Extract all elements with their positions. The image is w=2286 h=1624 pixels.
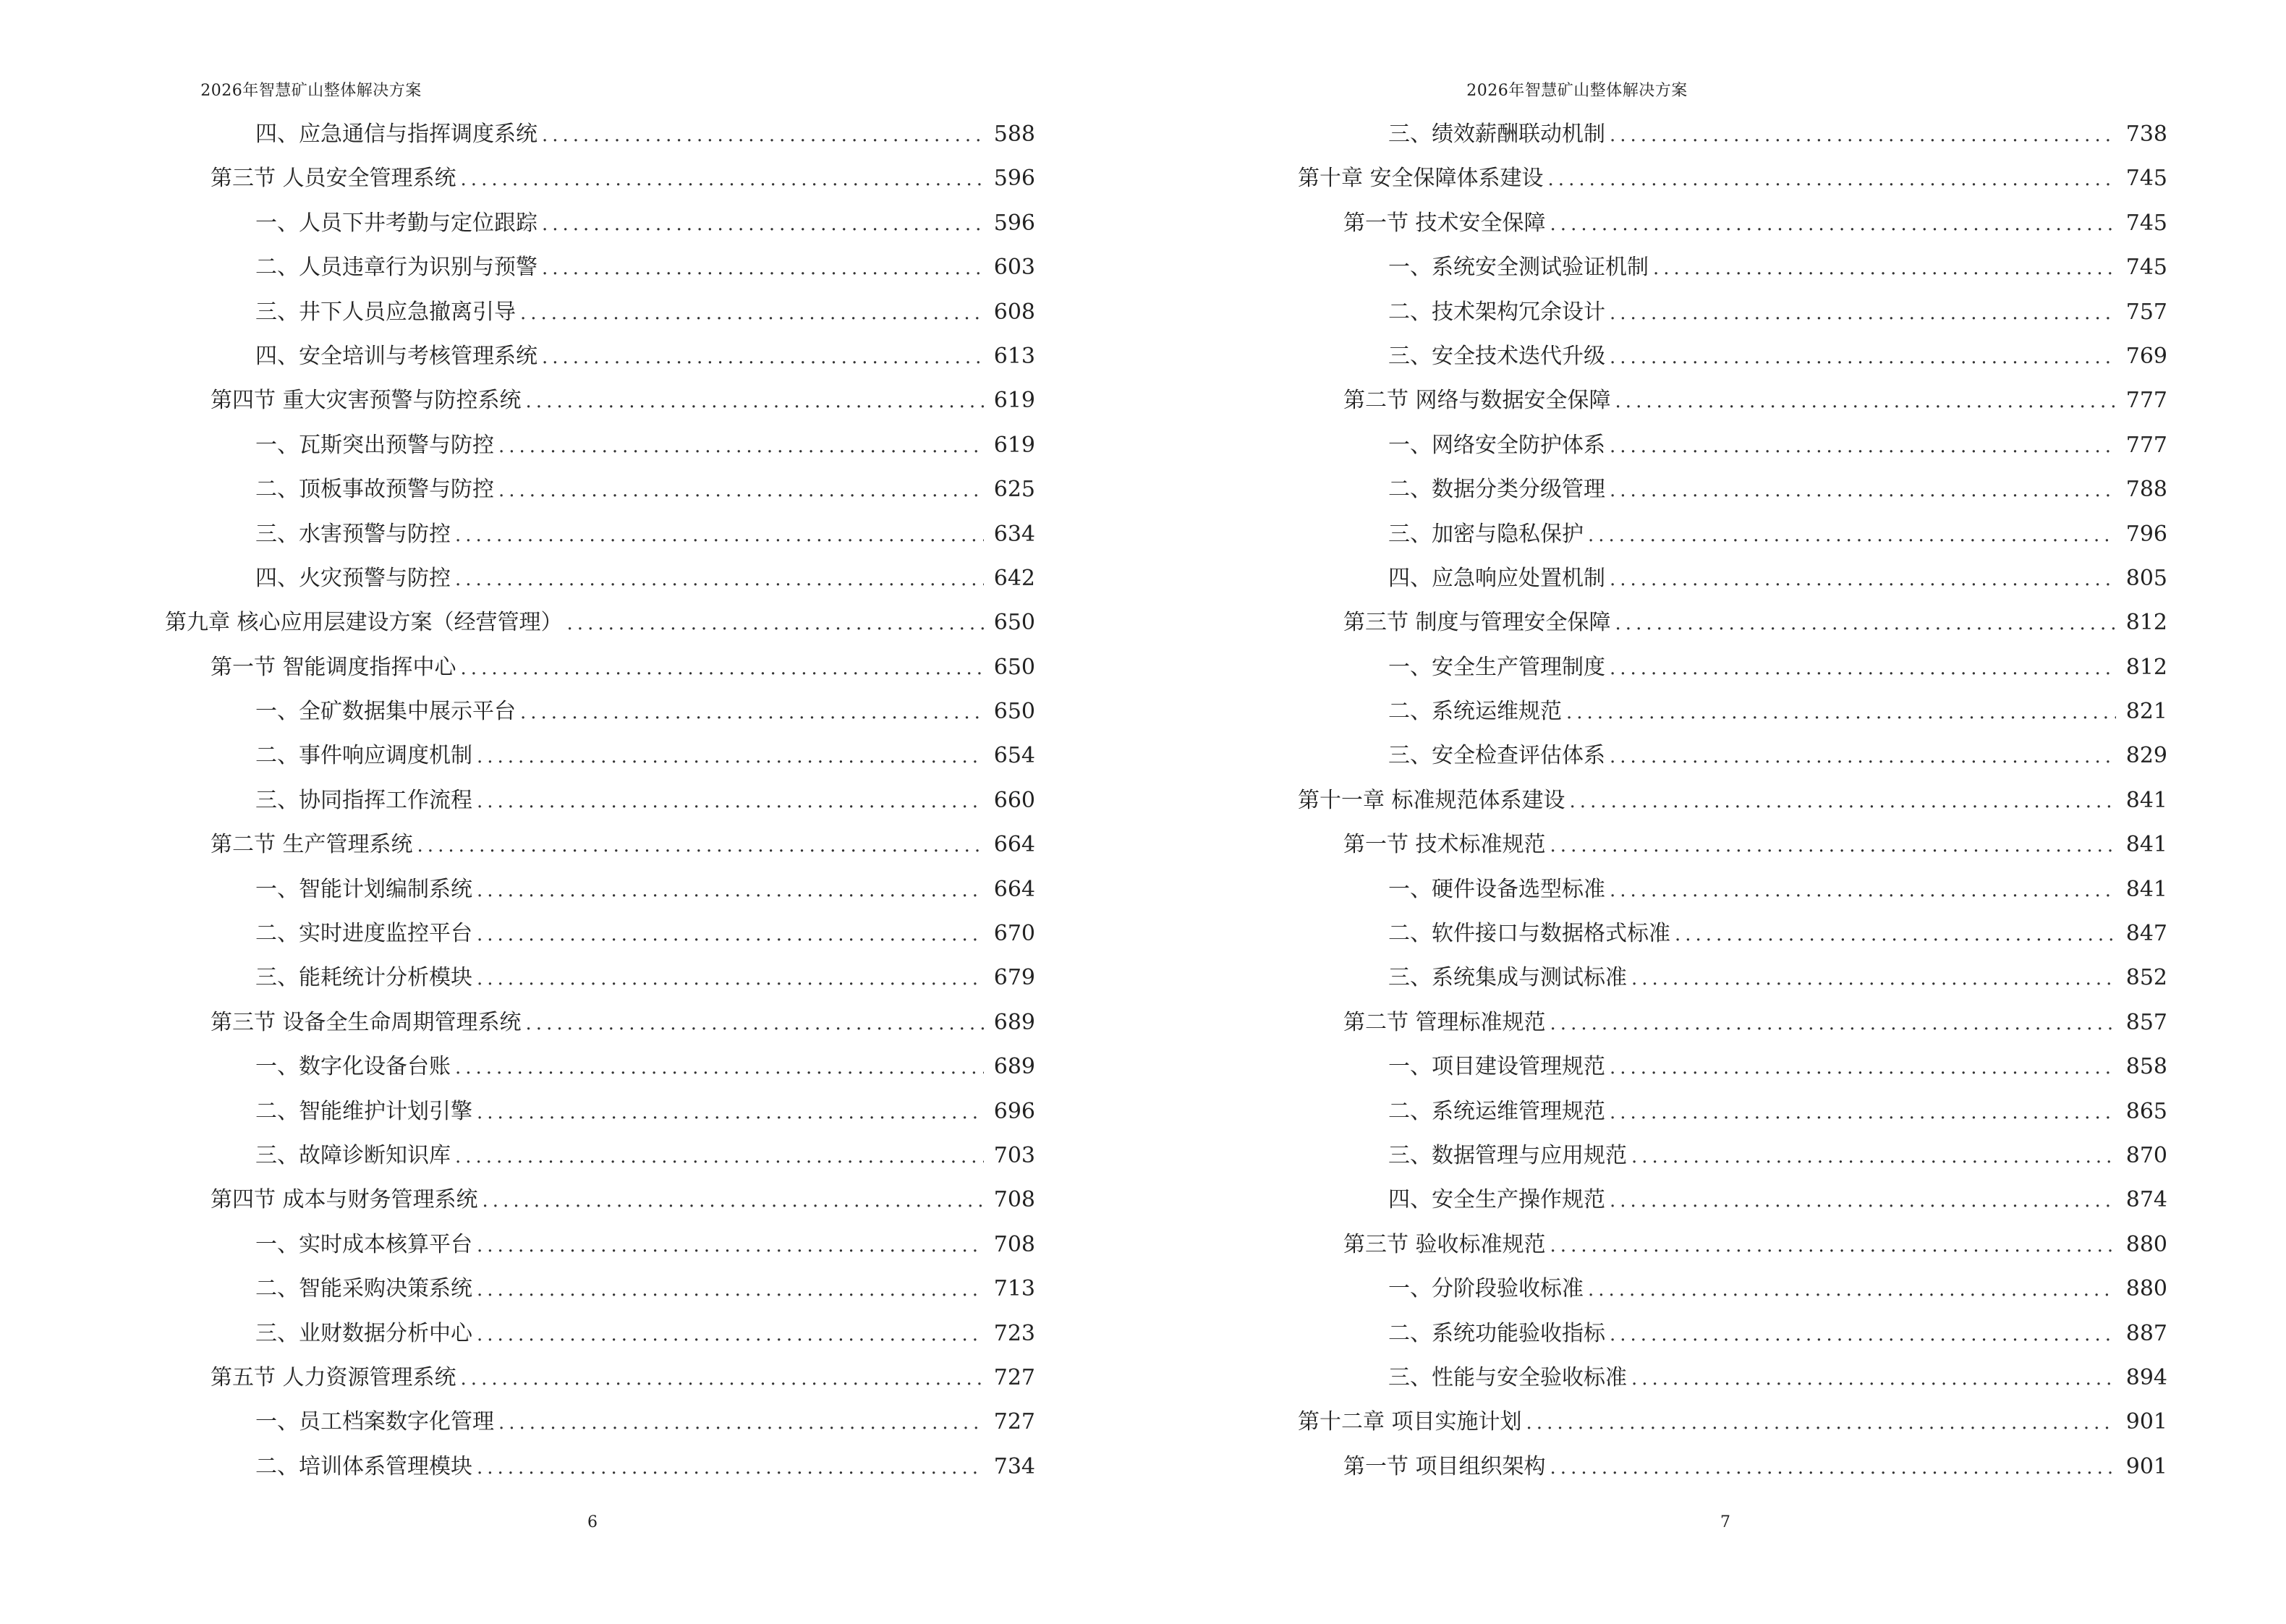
toc-entry-title: 二、系统运维管理规范 — [1388, 1098, 1605, 1124]
toc-entry-title: 一、瓦斯突出预警与防控 — [255, 432, 494, 458]
dot-leader — [542, 247, 984, 291]
toc-entry-title: 四、应急响应处置机制 — [1388, 565, 1605, 591]
toc-entry-page: 670 — [993, 921, 1035, 947]
toc-entry-page: 723 — [993, 1320, 1035, 1346]
toc-entry-title: 第三节 人员安全管理系统 — [211, 166, 456, 192]
toc-entry[interactable] — [165, 201, 1035, 245]
toc-entry-page: 642 — [993, 565, 1035, 591]
toc-entry-title: 四、火灾预警与防控 — [255, 565, 451, 591]
toc-entry[interactable] — [165, 512, 1035, 556]
dot-leader — [1588, 1268, 2116, 1312]
toc-entry[interactable] — [1298, 467, 2167, 511]
dot-leader — [542, 203, 984, 247]
toc-entry[interactable] — [1298, 1267, 2167, 1311]
toc-entry[interactable] — [165, 467, 1035, 511]
toc-entry-page: 650 — [993, 699, 1035, 725]
toc-entry-page: 865 — [2125, 1098, 2167, 1124]
toc-entry[interactable] — [1298, 600, 2167, 645]
toc-entry[interactable] — [165, 1267, 1035, 1311]
toc-entry-title: 第九章 核心应用层建设方案（经营管理） — [165, 610, 563, 636]
toc-entry-title: 二、事件响应调度机制 — [255, 743, 472, 769]
dot-leader — [1610, 735, 2116, 779]
toc-entry-page: 841 — [2125, 832, 2167, 858]
toc-entry-page: 757 — [2125, 299, 2167, 325]
toc-entry[interactable] — [1298, 423, 2167, 467]
toc-entry-title: 三、能耗统计分析模块 — [255, 965, 472, 991]
toc-entry-page: 901 — [2125, 1409, 2167, 1435]
dot-leader — [1610, 1179, 2116, 1223]
toc-entry-title: 四、安全培训与考核管理系统 — [255, 343, 537, 369]
toc-entry-title: 二、技术架构冗余设计 — [1388, 299, 1605, 325]
dot-leader — [477, 1224, 984, 1268]
dot-leader — [526, 380, 984, 424]
dot-leader — [477, 1313, 984, 1357]
toc-list — [165, 112, 1035, 1489]
toc-entry-title: 第五节 人力资源管理系统 — [211, 1364, 456, 1390]
dot-leader — [1610, 114, 2116, 158]
toc-entry-page: 769 — [2125, 343, 2167, 369]
toc-entry[interactable] — [1298, 112, 2167, 156]
toc-entry-page: 596 — [993, 166, 1035, 192]
dot-leader — [477, 735, 984, 779]
toc-entry-page: 738 — [2125, 122, 2167, 147]
dot-leader — [477, 913, 984, 957]
dot-leader — [1570, 780, 2116, 824]
toc-entry[interactable] — [165, 245, 1035, 289]
toc-entry-page: 821 — [2125, 699, 2167, 725]
dot-leader — [1550, 1002, 2116, 1046]
toc-entry[interactable] — [1298, 201, 2167, 245]
toc-entry[interactable] — [1298, 689, 2167, 734]
toc-entry[interactable] — [1298, 512, 2167, 556]
dot-leader — [455, 558, 984, 602]
dot-leader — [1550, 1224, 2116, 1268]
toc-entry-page: 796 — [2125, 521, 2167, 547]
toc-entry-title: 二、人员违章行为识别与预警 — [255, 255, 537, 281]
toc-entry-page: 894 — [2125, 1364, 2167, 1390]
toc-entry-title: 第十二章 项目实施计划 — [1298, 1409, 1522, 1435]
toc-entry[interactable] — [165, 822, 1035, 867]
toc-entry-page: 713 — [993, 1276, 1035, 1302]
dot-leader — [1615, 380, 2116, 424]
dot-leader — [477, 1446, 984, 1490]
toc-entry[interactable] — [1298, 556, 2167, 600]
toc-entry[interactable] — [1298, 290, 2167, 334]
toc-entry[interactable] — [1298, 778, 2167, 822]
dot-leader — [477, 1268, 984, 1312]
dot-leader — [1610, 647, 2116, 691]
toc-entry-title: 第二节 网络与数据安全保障 — [1343, 388, 1611, 414]
toc-entry-title: 第三节 验收标准规范 — [1343, 1231, 1546, 1257]
dot-leader — [1610, 425, 2116, 469]
toc-entry[interactable] — [165, 911, 1035, 956]
dot-leader — [1631, 957, 2116, 1001]
dot-leader — [1610, 1046, 2116, 1090]
toc-entry-title: 一、硬件设备选型标准 — [1388, 876, 1605, 902]
toc-entry[interactable] — [165, 423, 1035, 467]
toc-entry-page: 880 — [2125, 1276, 2167, 1302]
toc-entry[interactable] — [1298, 1000, 2167, 1045]
dot-leader — [498, 469, 984, 513]
toc-entry-page: 619 — [993, 432, 1035, 458]
toc-entry-title: 三、安全检查评估体系 — [1388, 743, 1605, 769]
toc-entry-page: 777 — [2125, 388, 2167, 414]
toc-entry[interactable] — [165, 290, 1035, 334]
dot-leader — [1548, 158, 2116, 202]
toc-entry-page: 689 — [993, 1054, 1035, 1080]
toc-entry-page: 874 — [2125, 1187, 2167, 1213]
toc-entry-page: 858 — [2125, 1054, 2167, 1080]
dot-leader — [1610, 1313, 2116, 1357]
toc-entry[interactable] — [1298, 1134, 2167, 1178]
toc-entry-title: 三、安全技术迭代升级 — [1388, 343, 1605, 369]
toc-entry[interactable] — [1298, 734, 2167, 778]
toc-entry-page: 812 — [2125, 610, 2167, 636]
dot-leader — [1566, 691, 2116, 735]
toc-entry[interactable] — [165, 1000, 1035, 1045]
toc-entry[interactable] — [1298, 1400, 2167, 1444]
toc-entry-title: 第四节 重大灾害预警与防控系统 — [211, 388, 522, 414]
toc-entry[interactable] — [165, 556, 1035, 600]
toc-entry-title: 第一节 技术标准规范 — [1343, 832, 1546, 858]
toc-entry[interactable] — [165, 1356, 1035, 1400]
toc-entry[interactable] — [1298, 334, 2167, 378]
toc-entry-page: 619 — [993, 388, 1035, 414]
toc-entry-page: 603 — [993, 255, 1035, 281]
running-header: 2026年智慧矿山整体解决方案 — [200, 82, 422, 100]
toc-entry-page: 625 — [993, 477, 1035, 503]
toc-entry-page: 734 — [993, 1453, 1035, 1479]
toc-entry-page: 901 — [2125, 1453, 2167, 1479]
toc-entry-page: 650 — [993, 654, 1035, 680]
toc-entry-title: 三、数据管理与应用规范 — [1388, 1142, 1627, 1168]
toc-entry-title: 一、实时成本核算平台 — [255, 1231, 472, 1257]
toc-entry[interactable] — [165, 1045, 1035, 1089]
toc-entry-page: 887 — [2125, 1320, 2167, 1346]
toc-entry-page: 805 — [2125, 565, 2167, 591]
dot-leader — [1653, 247, 2116, 291]
toc-entry-title: 三、井下人员应急撤离引导 — [255, 299, 516, 325]
toc-entry-title: 第一节 智能调度指挥中心 — [211, 654, 456, 680]
toc-entry-title: 第十章 安全保障体系建设 — [1298, 166, 1544, 192]
toc-entry-page: 596 — [993, 210, 1035, 236]
toc-entry-title: 四、安全生产操作规范 — [1388, 1187, 1605, 1213]
toc-entry-title: 三、性能与安全验收标准 — [1388, 1364, 1627, 1390]
dot-leader — [1550, 203, 2116, 247]
toc-entry-title: 第四节 成本与财务管理系统 — [211, 1187, 478, 1213]
page-number: 7 — [1720, 1513, 1730, 1531]
dot-leader — [477, 780, 984, 824]
toc-entry-title: 二、系统运维规范 — [1388, 699, 1562, 725]
toc-entry-title: 一、项目建设管理规范 — [1388, 1054, 1605, 1080]
page-number: 6 — [587, 1513, 598, 1531]
toc-entry-title: 一、人员下井考勤与定位跟踪 — [255, 210, 537, 236]
toc-entry-title: 三、绩效薪酬联动机制 — [1388, 122, 1605, 147]
dot-leader — [1610, 1091, 2116, 1135]
toc-entry-title: 二、实时进度监控平台 — [255, 921, 472, 947]
toc-entry-title: 一、全矿数据集中展示平台 — [255, 699, 516, 725]
toc-entry[interactable] — [165, 1089, 1035, 1134]
toc-entry-title: 二、智能维护计划引擎 — [255, 1098, 472, 1124]
toc-entry-title: 二、智能采购决策系统 — [255, 1276, 472, 1302]
toc-entry-page: 634 — [993, 521, 1035, 547]
dot-leader — [1610, 336, 2116, 380]
toc-entry[interactable] — [1298, 378, 2167, 422]
toc-entry-page: 852 — [2125, 965, 2167, 991]
toc-entry[interactable] — [165, 112, 1035, 156]
toc-entry-page: 650 — [993, 610, 1035, 636]
dot-leader — [1631, 1357, 2116, 1401]
toc-entry-title: 三、业财数据分析中心 — [255, 1320, 472, 1346]
toc-entry-title: 四、应急通信与指挥调度系统 — [255, 122, 537, 147]
toc-entry[interactable] — [1298, 156, 2167, 200]
toc-entry-page: 654 — [993, 743, 1035, 769]
toc-entry-page: 708 — [993, 1187, 1035, 1213]
toc-entry-title: 二、培训体系管理模块 — [255, 1453, 472, 1479]
toc-entry-title: 第三节 制度与管理安全保障 — [1343, 610, 1611, 636]
toc-entry[interactable] — [165, 645, 1035, 689]
dot-leader — [1615, 602, 2116, 646]
toc-entry[interactable] — [165, 1223, 1035, 1267]
toc-entry-title: 一、分阶段验收标准 — [1388, 1276, 1584, 1302]
toc-entry-title: 二、顶板事故预警与防控 — [255, 477, 494, 503]
toc-entry-page: 829 — [2125, 743, 2167, 769]
dot-leader — [477, 957, 984, 1001]
toc-entry-page: 857 — [2125, 1009, 2167, 1035]
toc-entry[interactable] — [165, 1445, 1035, 1489]
toc-entry-page: 788 — [2125, 477, 2167, 503]
toc-entry[interactable] — [1298, 956, 2167, 1000]
toc-entry[interactable] — [165, 1178, 1035, 1222]
toc-entry-page: 703 — [993, 1142, 1035, 1168]
toc-entry-page: 847 — [2125, 921, 2167, 947]
dot-leader — [477, 1091, 984, 1135]
toc-entry-title: 二、软件接口与数据格式标准 — [1388, 921, 1670, 947]
toc-entry-title: 第十一章 标准规范体系建设 — [1298, 787, 1565, 813]
dot-leader — [417, 824, 984, 868]
toc-entry-page: 613 — [993, 343, 1035, 369]
toc-entry-page: 880 — [2125, 1231, 2167, 1257]
right-page — [1143, 0, 2286, 1624]
dot-leader — [1610, 558, 2116, 602]
dot-leader — [455, 1135, 984, 1179]
dot-leader — [461, 647, 984, 691]
dot-leader — [567, 602, 984, 646]
dot-leader — [1550, 824, 2116, 868]
toc-entry[interactable] — [1298, 911, 2167, 956]
toc-entry-page: 812 — [2125, 654, 2167, 680]
dot-leader — [1610, 292, 2116, 336]
dot-leader — [455, 1046, 984, 1090]
toc-entry[interactable] — [165, 600, 1035, 645]
toc-entry-title: 二、数据分类分级管理 — [1388, 477, 1605, 503]
toc-entry[interactable] — [1298, 867, 2167, 911]
dot-leader — [477, 869, 984, 913]
toc-entry[interactable] — [165, 956, 1035, 1000]
toc-entry[interactable] — [1298, 1178, 2167, 1222]
toc-entry[interactable] — [165, 378, 1035, 422]
toc-entry-page: 664 — [993, 832, 1035, 858]
toc-entry-page: 679 — [993, 965, 1035, 991]
dot-leader — [542, 336, 984, 380]
dot-leader — [455, 514, 984, 558]
toc-entry-title: 三、水害预警与防控 — [255, 521, 451, 547]
dot-leader — [1588, 514, 2116, 558]
toc-entry-page: 608 — [993, 299, 1035, 325]
dot-leader — [1526, 1401, 2116, 1445]
toc-entry[interactable] — [165, 1134, 1035, 1178]
toc-list — [1298, 112, 2167, 1489]
toc-entry[interactable] — [1298, 1089, 2167, 1134]
dot-leader — [1675, 913, 2116, 957]
toc-entry-page: 660 — [993, 787, 1035, 813]
toc-entry-page: 745 — [2125, 210, 2167, 236]
toc-entry-title: 一、员工档案数字化管理 — [255, 1409, 494, 1435]
toc-entry[interactable] — [165, 334, 1035, 378]
toc-entry[interactable] — [1298, 645, 2167, 689]
toc-entry-title: 第二节 管理标准规范 — [1343, 1009, 1546, 1035]
toc-entry-page: 727 — [993, 1364, 1035, 1390]
dot-leader — [498, 1401, 984, 1445]
toc-entry-page: 588 — [993, 122, 1035, 147]
toc-entry[interactable] — [1298, 1445, 2167, 1489]
toc-entry-title: 三、协同指挥工作流程 — [255, 787, 472, 813]
toc-entry[interactable] — [165, 1311, 1035, 1356]
dot-leader — [1610, 869, 2116, 913]
toc-entry-page: 841 — [2125, 876, 2167, 902]
toc-entry-page: 708 — [993, 1231, 1035, 1257]
toc-entry-title: 第一节 项目组织架构 — [1343, 1453, 1546, 1479]
dot-leader — [483, 1179, 984, 1223]
toc-entry[interactable] — [165, 734, 1035, 778]
toc-entry-title: 第二节 生产管理系统 — [211, 832, 413, 858]
toc-entry-title: 一、数字化设备台账 — [255, 1054, 451, 1080]
toc-entry-title: 二、系统功能验收指标 — [1388, 1320, 1605, 1346]
dot-leader — [542, 114, 984, 158]
toc-entry[interactable] — [165, 867, 1035, 911]
toc-entry[interactable] — [1298, 1356, 2167, 1400]
toc-entry-title: 一、网络安全防护体系 — [1388, 432, 1605, 458]
toc-entry-title: 一、安全生产管理制度 — [1388, 654, 1605, 680]
dot-leader — [461, 158, 984, 202]
toc-entry-page: 727 — [993, 1409, 1035, 1435]
toc-entry[interactable] — [1298, 822, 2167, 867]
dot-leader — [461, 1357, 984, 1401]
toc-entry[interactable] — [165, 1400, 1035, 1444]
toc-entry-page: 745 — [2125, 166, 2167, 192]
toc-entry[interactable] — [1298, 1311, 2167, 1356]
toc-entry[interactable] — [165, 778, 1035, 822]
toc-entry-page: 841 — [2125, 787, 2167, 813]
toc-entry[interactable] — [1298, 1223, 2167, 1267]
toc-entry-title: 第三节 设备全生命周期管理系统 — [211, 1009, 522, 1035]
toc-entry-page: 777 — [2125, 432, 2167, 458]
dot-leader — [526, 1002, 984, 1046]
dot-leader — [1610, 469, 2116, 513]
dot-leader — [1550, 1446, 2116, 1490]
dot-leader — [498, 425, 984, 469]
toc-entry-title: 三、系统集成与测试标准 — [1388, 965, 1627, 991]
toc-entry-title: 一、系统安全测试验证机制 — [1388, 255, 1649, 281]
dot-leader — [520, 292, 984, 336]
toc-entry-title: 一、智能计划编制系统 — [255, 876, 472, 902]
toc-entry[interactable] — [1298, 1045, 2167, 1089]
toc-entry-page: 664 — [993, 876, 1035, 902]
toc-entry-title: 三、故障诊断知识库 — [255, 1142, 451, 1168]
dot-leader — [520, 691, 984, 735]
running-header: 2026年智慧矿山整体解决方案 — [1466, 82, 1688, 100]
toc-entry-page: 689 — [993, 1009, 1035, 1035]
dot-leader — [1631, 1135, 2116, 1179]
toc-entry[interactable] — [165, 156, 1035, 200]
toc-entry-title: 第一节 技术安全保障 — [1343, 210, 1546, 236]
toc-entry-title: 三、加密与隐私保护 — [1388, 521, 1584, 547]
toc-entry[interactable] — [165, 689, 1035, 734]
toc-entry-page: 870 — [2125, 1142, 2167, 1168]
toc-entry-page: 696 — [993, 1098, 1035, 1124]
toc-entry[interactable] — [1298, 245, 2167, 289]
toc-entry-page: 745 — [2125, 255, 2167, 281]
